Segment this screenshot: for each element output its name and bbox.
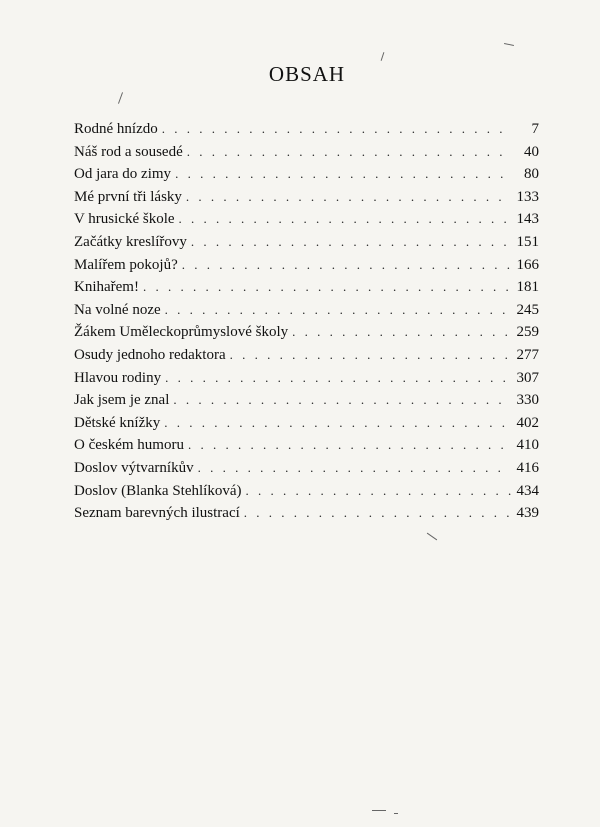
toc-dot-leader	[292, 321, 510, 344]
toc-entry	[74, 163, 539, 186]
scan-speck	[427, 533, 437, 541]
toc-dot-leader	[162, 118, 511, 141]
toc-entry-page-number: 166	[516, 256, 539, 273]
toc-entry	[74, 389, 539, 412]
toc-entry-title: Seznam barevných ilustrací	[74, 505, 240, 522]
toc-entry	[74, 254, 539, 277]
toc-entry	[74, 434, 539, 457]
scan-speck	[118, 92, 123, 104]
toc-entry	[74, 457, 539, 480]
toc-dot-leader	[244, 502, 511, 525]
toc-entry-title: Na volné noze	[74, 301, 161, 318]
toc-entry-page-number: 416	[516, 459, 539, 476]
toc-entry-title: Žákem Uměleckoprůmyslové školy	[74, 324, 289, 341]
toc-entry	[74, 480, 539, 503]
toc-entry-title: Jak jsem je znal	[74, 392, 170, 409]
toc-entry-title: Mé první tři lásky	[74, 188, 182, 205]
scan-speck	[394, 813, 398, 814]
toc-entry	[74, 412, 539, 435]
toc-entry	[74, 299, 539, 322]
toc-entry	[74, 367, 539, 390]
toc-entry-page-number: 410	[516, 437, 539, 454]
toc-entry-page-number: 151	[516, 233, 539, 250]
scan-speck	[504, 43, 514, 46]
toc-entry	[74, 276, 539, 299]
toc-entry-title: Začátky kreslířovy	[74, 233, 187, 250]
toc-entry	[74, 141, 539, 164]
toc-entry-page-number: 259	[516, 324, 539, 341]
toc-dot-leader	[182, 254, 511, 277]
toc-dot-leader	[165, 367, 510, 390]
toc-entry	[74, 208, 539, 231]
toc-entry-page-number: 133	[516, 188, 539, 205]
toc-entry-page-number: 277	[516, 346, 539, 363]
toc-entry-page-number: 7	[531, 121, 539, 137]
toc-entry	[74, 186, 539, 209]
toc-entry-page-number: 143	[516, 211, 539, 228]
toc-dot-leader	[191, 231, 511, 254]
toc-entry-page-number: 330	[516, 392, 539, 409]
toc-entry-title: Doslov (Blanka Stehlíková)	[74, 482, 242, 499]
toc-entry	[74, 502, 539, 525]
page-title: OBSAH	[268, 62, 346, 86]
toc-entry-page-number: 307	[516, 369, 539, 386]
toc-entry	[74, 344, 539, 367]
toc-entry-title: Rodné hnízdo	[74, 121, 158, 137]
toc-dot-leader	[186, 186, 511, 209]
toc-entry-title: Osudy jednoho redaktora	[74, 346, 226, 363]
toc-dot-leader	[187, 141, 511, 164]
toc-dot-leader	[173, 389, 510, 412]
toc-entry	[74, 321, 539, 344]
toc-entry-title: V hrusické škole	[74, 211, 175, 228]
table-of-contents	[74, 118, 539, 525]
toc-entry-page-number: 181	[516, 279, 539, 296]
toc-entry-title: Malířem pokojů?	[74, 256, 178, 273]
toc-entry	[74, 231, 539, 254]
toc-entry	[74, 118, 539, 141]
toc-dot-leader	[179, 208, 511, 231]
toc-entry-page-number: 402	[516, 414, 539, 431]
toc-dot-leader	[198, 457, 511, 480]
toc-entry-page-number: 40	[524, 143, 539, 160]
scan-speck	[372, 810, 386, 811]
toc-entry-title: O českém humoru	[74, 437, 184, 454]
toc-dot-leader	[143, 276, 511, 299]
toc-entry-page-number: 439	[516, 505, 539, 522]
toc-entry-page-number: 80	[524, 166, 539, 183]
toc-dot-leader	[175, 163, 511, 186]
toc-entry-title: Hlavou rodiny	[74, 369, 162, 386]
toc-entry-title: Doslov výtvarníkův	[74, 459, 194, 476]
scan-speck	[381, 52, 385, 61]
toc-dot-leader	[230, 344, 511, 367]
toc-dot-leader	[164, 412, 510, 435]
toc-entry-title: Knihařem!	[74, 279, 139, 296]
toc-entry-title: Dětské knížky	[74, 414, 161, 431]
toc-entry-page-number: 434	[516, 482, 539, 499]
toc-dot-leader	[245, 480, 510, 503]
toc-dot-leader	[165, 299, 511, 322]
toc-entry-title: Od jara do zimy	[74, 166, 172, 183]
toc-entry-title: Náš rod a sousedé	[74, 143, 183, 160]
toc-entry-page-number: 245	[516, 301, 539, 318]
toc-dot-leader	[188, 434, 511, 457]
